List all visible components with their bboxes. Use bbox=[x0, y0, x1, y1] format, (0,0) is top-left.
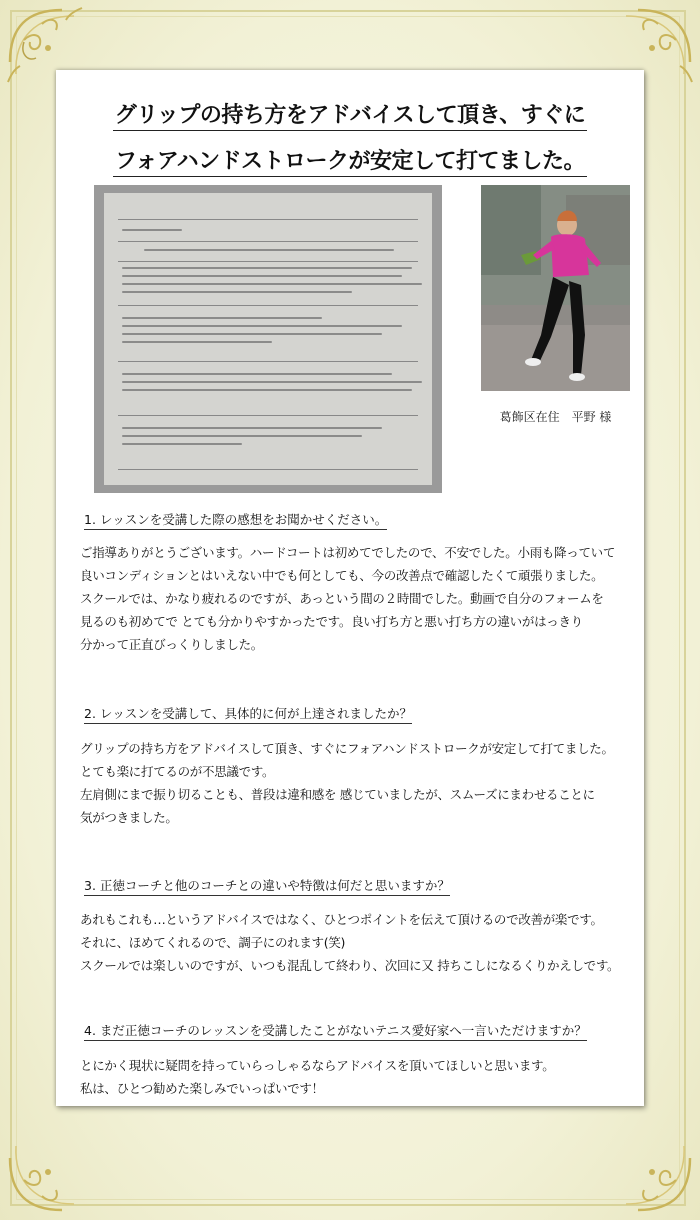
answer-line: スクールでは楽しいのですが、いつも混乱して終わり、次回に又 持ちこしになるくりかえしです。 bbox=[80, 958, 620, 973]
player-photo-image bbox=[481, 185, 630, 391]
photo-caption: 葛飾区在住 平野 様 bbox=[499, 410, 612, 424]
question-2: 2. レッスンを受講して、具体的に何が上達されましたか？ bbox=[84, 704, 412, 722]
headline-line-2: フォアハンドストロークが安定して打てました。 bbox=[56, 144, 644, 175]
answer-line: 気がつきました。 bbox=[80, 810, 178, 825]
answer-line: 左肩側にまで振り切ることも、普段は違和感を 感じていましたが、スムーズにまわせることに bbox=[80, 787, 595, 802]
corner-ornament-icon bbox=[2, 1128, 92, 1218]
question-4: 4. まだ正徳コーチのレッスンを受講したことがないテニス愛好家へ一言いただけますか？ bbox=[84, 1021, 587, 1039]
answer-line: グリップの持ち方をアドバイスして頂き、すぐにフォアハンドストロークが安定して打てました。 bbox=[80, 741, 614, 756]
answer-line: とにかく現状に疑問を持っていらっしゃるならアドバイスを頂いてほしいと思います。 bbox=[80, 1058, 555, 1073]
answer-line: ご指導ありがとうございます。ハードコートは初めてでしたので、不安でした。小雨も降っていて bbox=[80, 545, 616, 560]
answer-1 bbox=[80, 541, 620, 656]
answer-line: 良いコンディションとはいえない中でも何としても、今の改善点で確認したくて頑張りました。 bbox=[80, 568, 604, 583]
answer-line: とても楽に打てるのが不思議です。 bbox=[80, 764, 275, 779]
testimonial-paper bbox=[56, 70, 644, 1106]
answer-line: それに、ほめてくれるので、調子にのれます(笑) bbox=[80, 935, 346, 950]
answer-line: 見るのも初めてで とても分かりやすかったです。良い打ち方と悪い打ち方の違いがはっきり bbox=[80, 614, 583, 629]
headline-line-1: グリップの持ち方をアドバイスして頂き、すぐに bbox=[56, 98, 644, 129]
corner-ornament-icon bbox=[608, 1128, 698, 1218]
question-3: 3. 正徳コーチと他のコーチとの違いや特徴は何だと思いますか？ bbox=[84, 876, 450, 894]
answer-line: 私は、ひとつ勧めた楽しみでいっぱいです！ bbox=[80, 1081, 324, 1096]
answer-line: あれもこれも…というアドバイスではなく、ひとつポイントを伝えて頂けるので改善が楽です。 bbox=[80, 912, 603, 927]
answer-4 bbox=[80, 1054, 620, 1100]
answer-2 bbox=[80, 737, 620, 829]
answer-3 bbox=[80, 908, 620, 977]
answer-line: スクールでは、かなり疲れるのですが、あっという間の２時間でした。動画で自分のフォームを bbox=[80, 591, 604, 606]
question-1: 1. レッスンを受講した際の感想をお聞かせください。 bbox=[84, 510, 387, 528]
questionnaire-scan-image bbox=[94, 185, 442, 493]
answer-line: 分かって正直びっくりしました。 bbox=[80, 637, 264, 652]
